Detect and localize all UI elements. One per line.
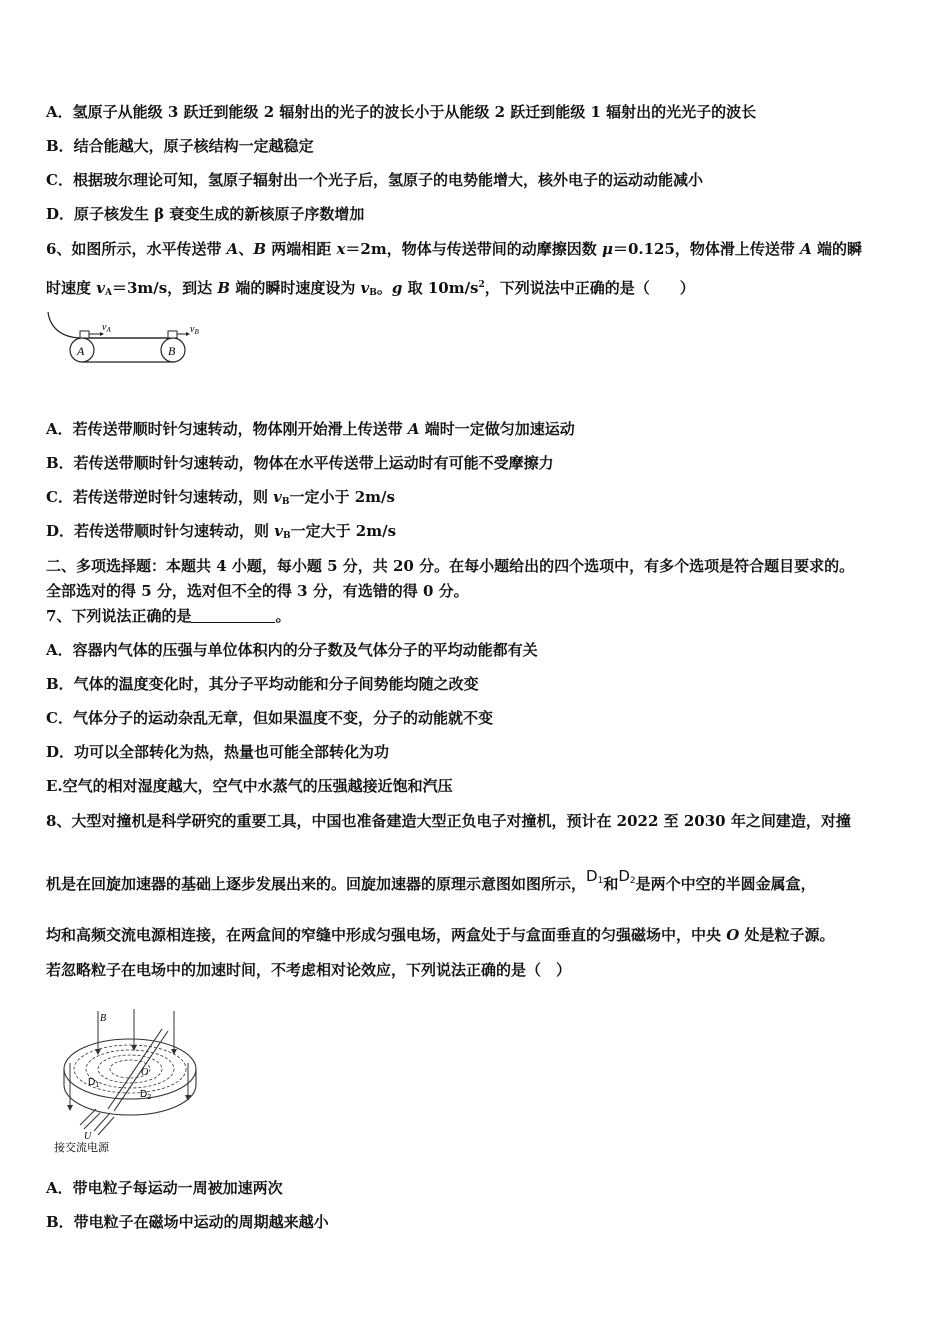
pulley-b-label: B	[168, 344, 176, 358]
velocity-b-label: $v_B$	[190, 324, 199, 336]
section2-instructions-line2: 全部选对的得 5 分，选对但不全的得 3 分，有选错的得 0 分。	[46, 582, 469, 600]
section2-instructions-line1: 二、多项选择题：本题共 4 小题，每小题 5 分，共 20 分。在每小题给出的四个选项中，有多个选项是符合题目要求的。	[46, 557, 855, 575]
d2-label: $D_2$	[140, 1089, 152, 1101]
q5-option-c: C．根据玻尔理论可知，氢原子辐射出一个光子后，氢原子的电势能增大，核外电子的运动动能减小	[46, 171, 703, 189]
figure-caption: 接交流电源	[54, 1141, 109, 1154]
q7-option-b: B．气体的温度变化时，其分子平均动能和分子间势能均随之改变	[46, 675, 479, 693]
cyclotron-figure	[50, 1005, 210, 1155]
q6-option-d: D．若传送带顺时针匀速转动，则 $v_B$一定大于 2m/s	[46, 522, 397, 541]
q6-option-c: C．若传送带逆时针匀速转动，则 $v_B$一定小于 2m/s	[46, 488, 395, 507]
q6-option-b: B．若传送带顺时针匀速转动，物体在水平传送带上运动时有可能不受摩擦力	[46, 454, 554, 472]
q5-option-d: D．原子核发生 β 衰变生成的新核原子序数增加	[46, 205, 365, 223]
d1-label: $D_1$	[88, 1077, 100, 1089]
q7-stem: 7、下列说法正确的是 。	[46, 607, 291, 625]
q6-stem-line1: 6、如图所示，水平传送带 A、B 两端相距 x＝2m，物体与传送带间的动摩擦因数 μ＝0.125，物体滑上传送带 A 端的瞬	[46, 240, 863, 258]
q5-option-b: B．结合能越大，原子核结构一定越稳定	[46, 137, 314, 155]
q7-option-d: D．功可以全部转化为热，热量也可能全部转化为功	[46, 743, 390, 761]
q7-option-e: E.空气的相对湿度越大，空气中水蒸气的压强越接近饱和汽压	[46, 777, 453, 795]
answer-blank[interactable]	[191, 608, 275, 623]
voltage-u-label: U	[84, 1131, 92, 1142]
field-b-label: B	[100, 1013, 107, 1024]
velocity-a-label: $v_A$	[102, 322, 111, 334]
pulley-a-label: A	[77, 344, 85, 358]
q6-stem-line2: 时速度 $v_A=3m/s$，到达 B 端的瞬时速度设为 $v_B$。g 取 $10m/s^2$，下列说法中正确的是（ ）	[46, 279, 695, 298]
q8-option-b: B．带电粒子在磁场中运动的周期越来越小	[46, 1213, 329, 1231]
source-o-label: O	[141, 1067, 149, 1078]
q7-option-c: C．气体分子的运动杂乱无章，但如果温度不变，分子的动能就不变	[46, 709, 493, 727]
q7-option-a: A．容器内气体的压强与单位体积内的分子数及气体分子的平均动能都有关	[46, 641, 538, 659]
q6-option-a: A．若传送带顺时针匀速转动，物体刚开始滑上传送带 A 端时一定做匀加速运动	[46, 420, 575, 438]
q8-stem-line4: 若忽略粒子在电场中的加速时间，不考虑相对论效应，下列说法正确的是（ ）	[46, 961, 572, 979]
q5-option-a: A．氢原子从能级 3 跃迁到能级 2 辐射出的光子的波长小于从能级 2 跃迁到能级 1 辐射出的光光子的波长	[46, 103, 757, 121]
conveyor-belt-figure	[40, 308, 220, 370]
q8-option-a: A．带电粒子每运动一周被加速两次	[46, 1179, 283, 1197]
q8-stem-line2: 机是在回旋加速器的基础上逐步发展出来的。回旋加速器的原理示意图如图所示，$D^1$和$D^2$是两个中空的半圆金属盒，	[46, 867, 816, 893]
q8-stem-line1: 8、大型对撞机是科学研究的重要工具，中国也准备建造大型正负电子对撞机，预计在 2022 至 2030 年之间建造，对撞	[46, 812, 851, 830]
q8-stem-line3: 均和高频交流电源相连接，在两盒间的窄缝中形成匀强电场，两盒处于与盒面垂直的匀强磁场中，中央 O 处是粒子源。	[46, 926, 835, 944]
